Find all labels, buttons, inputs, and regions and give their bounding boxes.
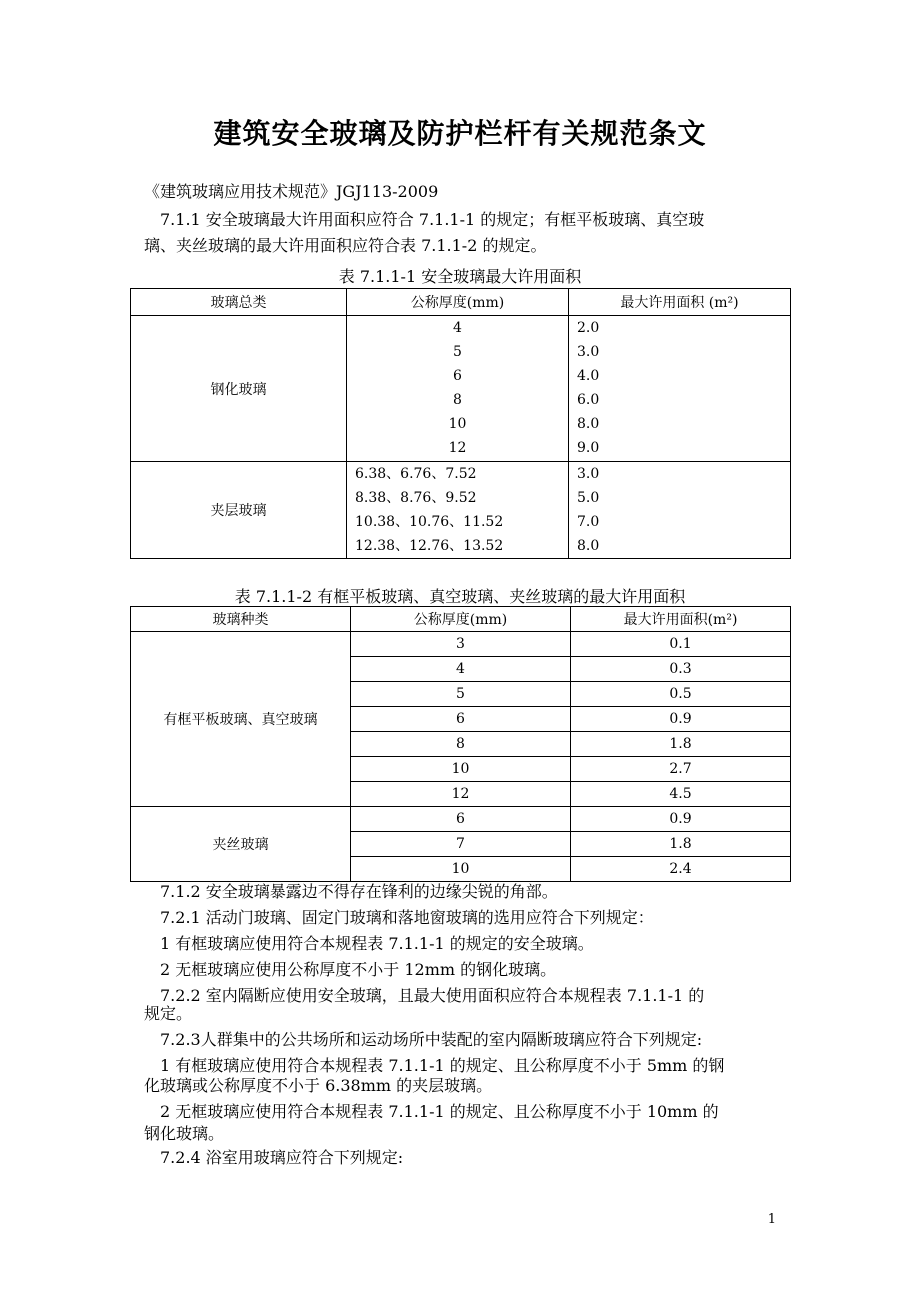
table1-header-row: [131, 289, 791, 316]
page-number: 1: [767, 1212, 776, 1227]
table-cell: 4: [351, 657, 571, 682]
table-cell: 8: [351, 732, 571, 757]
table-cell: 12.38、12.76、13.52: [355, 538, 504, 554]
table1-row-tempered: [131, 316, 791, 462]
clause-7-2-4: 7.2.4 浴室用玻璃应符合下列规定:: [160, 1148, 404, 1167]
table1-header-thickness: 公称厚度(mm): [347, 289, 569, 316]
table-cell: 1.8: [571, 832, 791, 857]
source-reference: 《建筑玻璃应用技术规范》JGJ113-2009: [144, 182, 439, 201]
table-cell: 8.0: [577, 538, 600, 554]
table2-type-framed: 有框平板玻璃、真空玻璃: [131, 632, 351, 807]
table-framed-glass-area: [130, 606, 791, 882]
table-cell: 4.5: [571, 782, 791, 807]
table-cell: 10.38、10.76、11.52: [355, 514, 504, 530]
table1-thickness-laminated: [347, 462, 569, 559]
table2-header-area: 最大许用面积(m²): [571, 607, 791, 632]
clause-7-2-1-item-2: 2 无框玻璃应使用公称厚度不小于 12mm 的钢化玻璃。: [160, 960, 557, 979]
table1-type-laminated: 夹层玻璃: [131, 462, 347, 559]
table-cell: 0.3: [571, 657, 791, 682]
table-cell: 0.1: [571, 632, 791, 657]
table-row: [131, 807, 791, 832]
table-cell: 2.4: [571, 857, 791, 882]
table2-header-type: 玻璃种类: [131, 607, 351, 632]
table-cell: 0.9: [571, 707, 791, 732]
clause-7-2-1-item-1: 1 有框玻璃应使用符合本规程表 7.1.1-1 的规定的安全玻璃。: [160, 934, 594, 953]
table-cell: 3.0: [577, 466, 600, 482]
table-cell: 8.38、8.76、9.52: [355, 490, 477, 506]
clause-7-1-2: 7.1.2 安全玻璃暴露边不得存在锋利的边缘尖锐的角部。: [160, 882, 558, 901]
table-cell: 6: [351, 807, 571, 832]
table2-header-row: [131, 607, 791, 632]
table-cell: 7.0: [577, 514, 600, 530]
clause-7-2-2-line-1: 7.2.2 室内隔断应使用安全玻璃，且最大使用面积应符合本规程表 7.1.1-1 的: [160, 986, 705, 1005]
table-cell: 7: [351, 832, 571, 857]
table2-caption: 表 7.1.1-2 有框平板玻璃、真空玻璃、夹丝玻璃的最大许用面积: [234, 587, 686, 606]
table-safety-glass-area: [130, 288, 791, 559]
clause-7-2-2-line-2: 规定。: [144, 1004, 193, 1023]
table-cell: 10: [351, 857, 571, 882]
table-cell: 4: [453, 320, 462, 336]
table-cell: 5: [351, 682, 571, 707]
table-cell: 8.0: [577, 416, 600, 432]
clause-7-2-3-item-2-line-2: 钢化玻璃。: [144, 1124, 225, 1143]
table-cell: 12: [351, 782, 571, 807]
table-cell: 5: [453, 344, 462, 360]
clause-7-2-3: 7.2.3人群集中的公共场所和运动场所中装配的室内隔断玻璃应符合下列规定:: [160, 1030, 703, 1049]
table-cell: 4.0: [577, 368, 600, 384]
clause-7-2-3-item-1-line-2: 化玻璃或公称厚度不小于 6.38mm 的夹层玻璃。: [144, 1076, 493, 1095]
table2-type-wired: 夹丝玻璃: [131, 807, 351, 882]
table-cell: 2.7: [571, 757, 791, 782]
table1-area-laminated: [569, 462, 791, 559]
table1-header-type: 玻璃总类: [131, 289, 347, 316]
table-cell: 10: [351, 757, 571, 782]
table-cell: 6: [453, 368, 462, 384]
table-cell: 1.8: [571, 732, 791, 757]
table1-type-tempered: 钢化玻璃: [131, 316, 347, 462]
table2-header-thickness: 公称厚度(mm): [351, 607, 571, 632]
table-cell: 6.38、6.76、7.52: [355, 466, 477, 482]
document-title: 建筑安全玻璃及防护栏杆有关规范条文: [213, 117, 707, 150]
clause-7-2-3-item-2-line-1: 2 无框玻璃应使用符合本规程表 7.1.1-1 的规定、且公称厚度不小于 10mm 的: [160, 1102, 719, 1121]
clause-7-2-3-item-1-line-1: 1 有框玻璃应使用符合本规程表 7.1.1-1 的规定、且公称厚度不小于 5mm 的钢: [160, 1056, 725, 1075]
table1-caption: 表 7.1.1-1 安全玻璃最大许用面积: [338, 267, 582, 286]
table-cell: 3.0: [577, 344, 600, 360]
clause-7-1-1-line-1: 7.1.1 安全玻璃最大许用面积应符合 7.1.1-1 的规定；有框平板玻璃、真空玻: [160, 210, 705, 229]
table-cell: 3: [351, 632, 571, 657]
table-cell: 6: [351, 707, 571, 732]
clause-7-1-1-line-2: 璃、夹丝玻璃的最大许用面积应符合表 7.1.1-2 的规定。: [144, 236, 547, 255]
table-cell: 6.0: [577, 392, 600, 408]
table1-header-area: 最大许用面积 (m²): [569, 289, 791, 316]
table-cell: 10: [448, 416, 467, 432]
table1-area-tempered: [569, 316, 791, 462]
table1-row-laminated: [131, 462, 791, 559]
table1-thickness-tempered: [347, 316, 569, 462]
table-row: [131, 632, 791, 657]
table-cell: 12: [448, 440, 467, 456]
clause-7-2-1: 7.2.1 活动门玻璃、固定门玻璃和落地窗玻璃的选用应符合下列规定：: [160, 908, 654, 927]
table-cell: 0.9: [571, 807, 791, 832]
table-cell: 8: [453, 392, 462, 408]
table-cell: 2.0: [577, 320, 600, 336]
table-cell: 5.0: [577, 490, 600, 506]
table-cell: 9.0: [577, 440, 600, 456]
table-cell: 0.5: [571, 682, 791, 707]
